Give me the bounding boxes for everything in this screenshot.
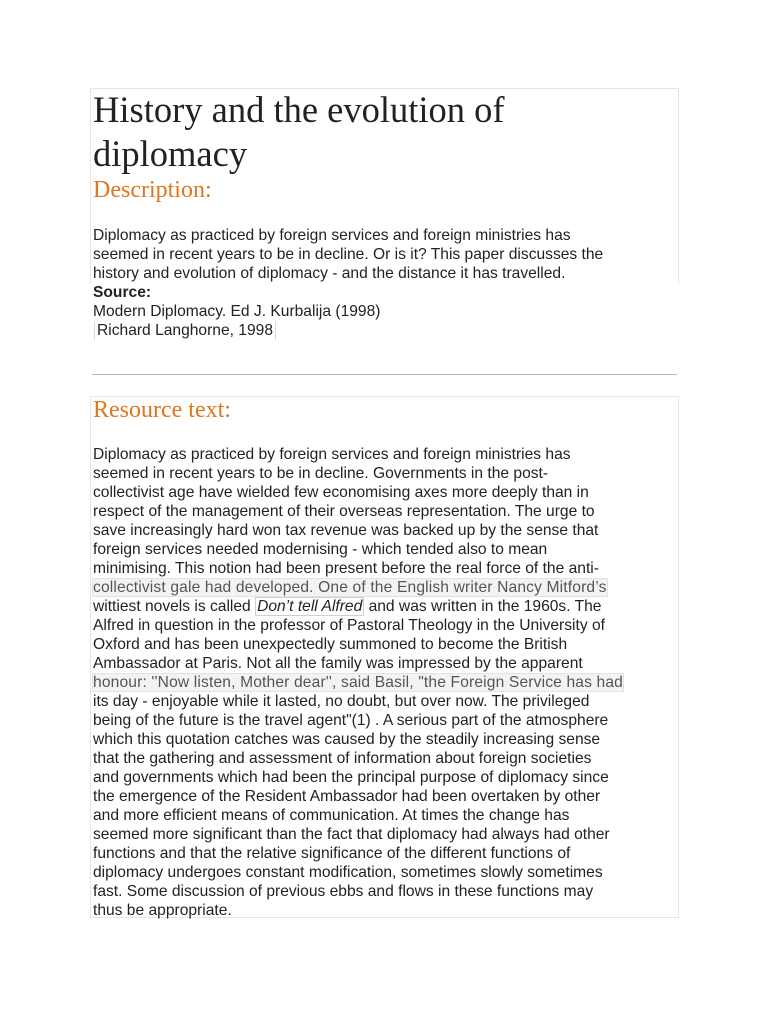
resource-line: foreign services needed modernising - which tended also to mean <box>93 541 548 558</box>
description-line: Diplomacy as practiced by foreign services and foreign ministries has <box>93 227 571 244</box>
resource-line: that the gathering and assessment of information about foreign societies <box>93 750 592 767</box>
resource-heading: Resource text: <box>93 397 231 423</box>
resource-line: the emergence of the Resident Ambassador had been overtaken by other <box>93 788 601 805</box>
description-paragraph <box>93 226 673 283</box>
resource-line: thus be appropriate. <box>93 902 232 919</box>
highlighted-text: collectivist gale had developed. One of the English writer Nancy Mitford’s <box>93 579 607 596</box>
resource-line: Ambassador at Paris. Not all the family was impressed by the apparent <box>93 655 583 672</box>
resource-line: seemed in recent years to be in decline. Governments in the post- <box>93 465 549 482</box>
resource-line <box>93 597 673 616</box>
highlighted-quote: honour: ''Now listen, Mother dear'', said Basil, "the Foreign Service has had <box>93 674 623 691</box>
resource-line: save increasingly hard won tax revenue was backed up by the sense that <box>93 522 599 539</box>
resource-line: which this quotation catches was caused by the steadily increasing sense <box>93 731 601 748</box>
resource-line: fast. Some discussion of previous ebbs and flows in these functions may <box>93 883 594 900</box>
resource-line: collectivist age have wielded few economising axes more deeply than in <box>93 484 589 501</box>
resource-paragraph <box>93 445 673 920</box>
resource-line: and more efficient means of communication. At times the change has <box>93 807 570 824</box>
source-citation: Modern Diplomacy. Ed J. Kurbalija (1998) <box>93 303 381 320</box>
resource-line: seemed more significant than the fact that diplomacy had always had other <box>93 826 610 843</box>
resource-line: and governments which had been the principal purpose of diplomacy since <box>93 769 609 786</box>
resource-line: Alfred in question in the professor of Pastoral Theology in the University of <box>93 617 605 634</box>
resource-line: functions and that the relative significance of the different functions of <box>93 845 571 862</box>
resource-line: diplomacy undergoes constant modification, sometimes slowly sometimes <box>93 864 603 881</box>
book-title <box>255 597 364 616</box>
description-line: seemed in recent years to be in decline. Or is it? This paper discusses the <box>93 246 604 263</box>
resource-line: Diplomacy as practiced by foreign services and foreign ministries has <box>93 446 571 463</box>
text-fragment: and was written in the 1960s. The <box>364 598 602 615</box>
resource-line-highlighted <box>93 578 673 597</box>
resource-line: respect of the management of their overseas representation. The urge to <box>93 503 595 520</box>
resource-line: minimising. This notion had been present before the real force of the anti- <box>93 560 599 577</box>
book-title-part: tell Alfred <box>293 598 363 615</box>
source-label: Source: <box>93 284 152 301</box>
text-fragment: wittiest novels is called <box>93 598 256 615</box>
page-title: History and the evolution of diplomacy <box>93 89 505 174</box>
resource-line-highlighted <box>93 673 673 692</box>
resource-line: Oxford and has been unexpectedly summoned to become the British <box>93 636 568 653</box>
book-title-part: Don’t <box>257 598 294 615</box>
source-author: Richard Langhorne, 1998 <box>94 321 276 340</box>
description-line: history and evolution of diplomacy - and the distance it has travelled. <box>93 265 566 282</box>
resource-line: its day - enjoyable while it lasted, no doubt, but over now. The privileged <box>93 693 590 710</box>
description-heading: Description: <box>93 177 212 203</box>
resource-line: being of the future is the travel agent"(1) . A serious part of the atmosphere <box>93 712 609 729</box>
section-divider <box>92 374 677 375</box>
